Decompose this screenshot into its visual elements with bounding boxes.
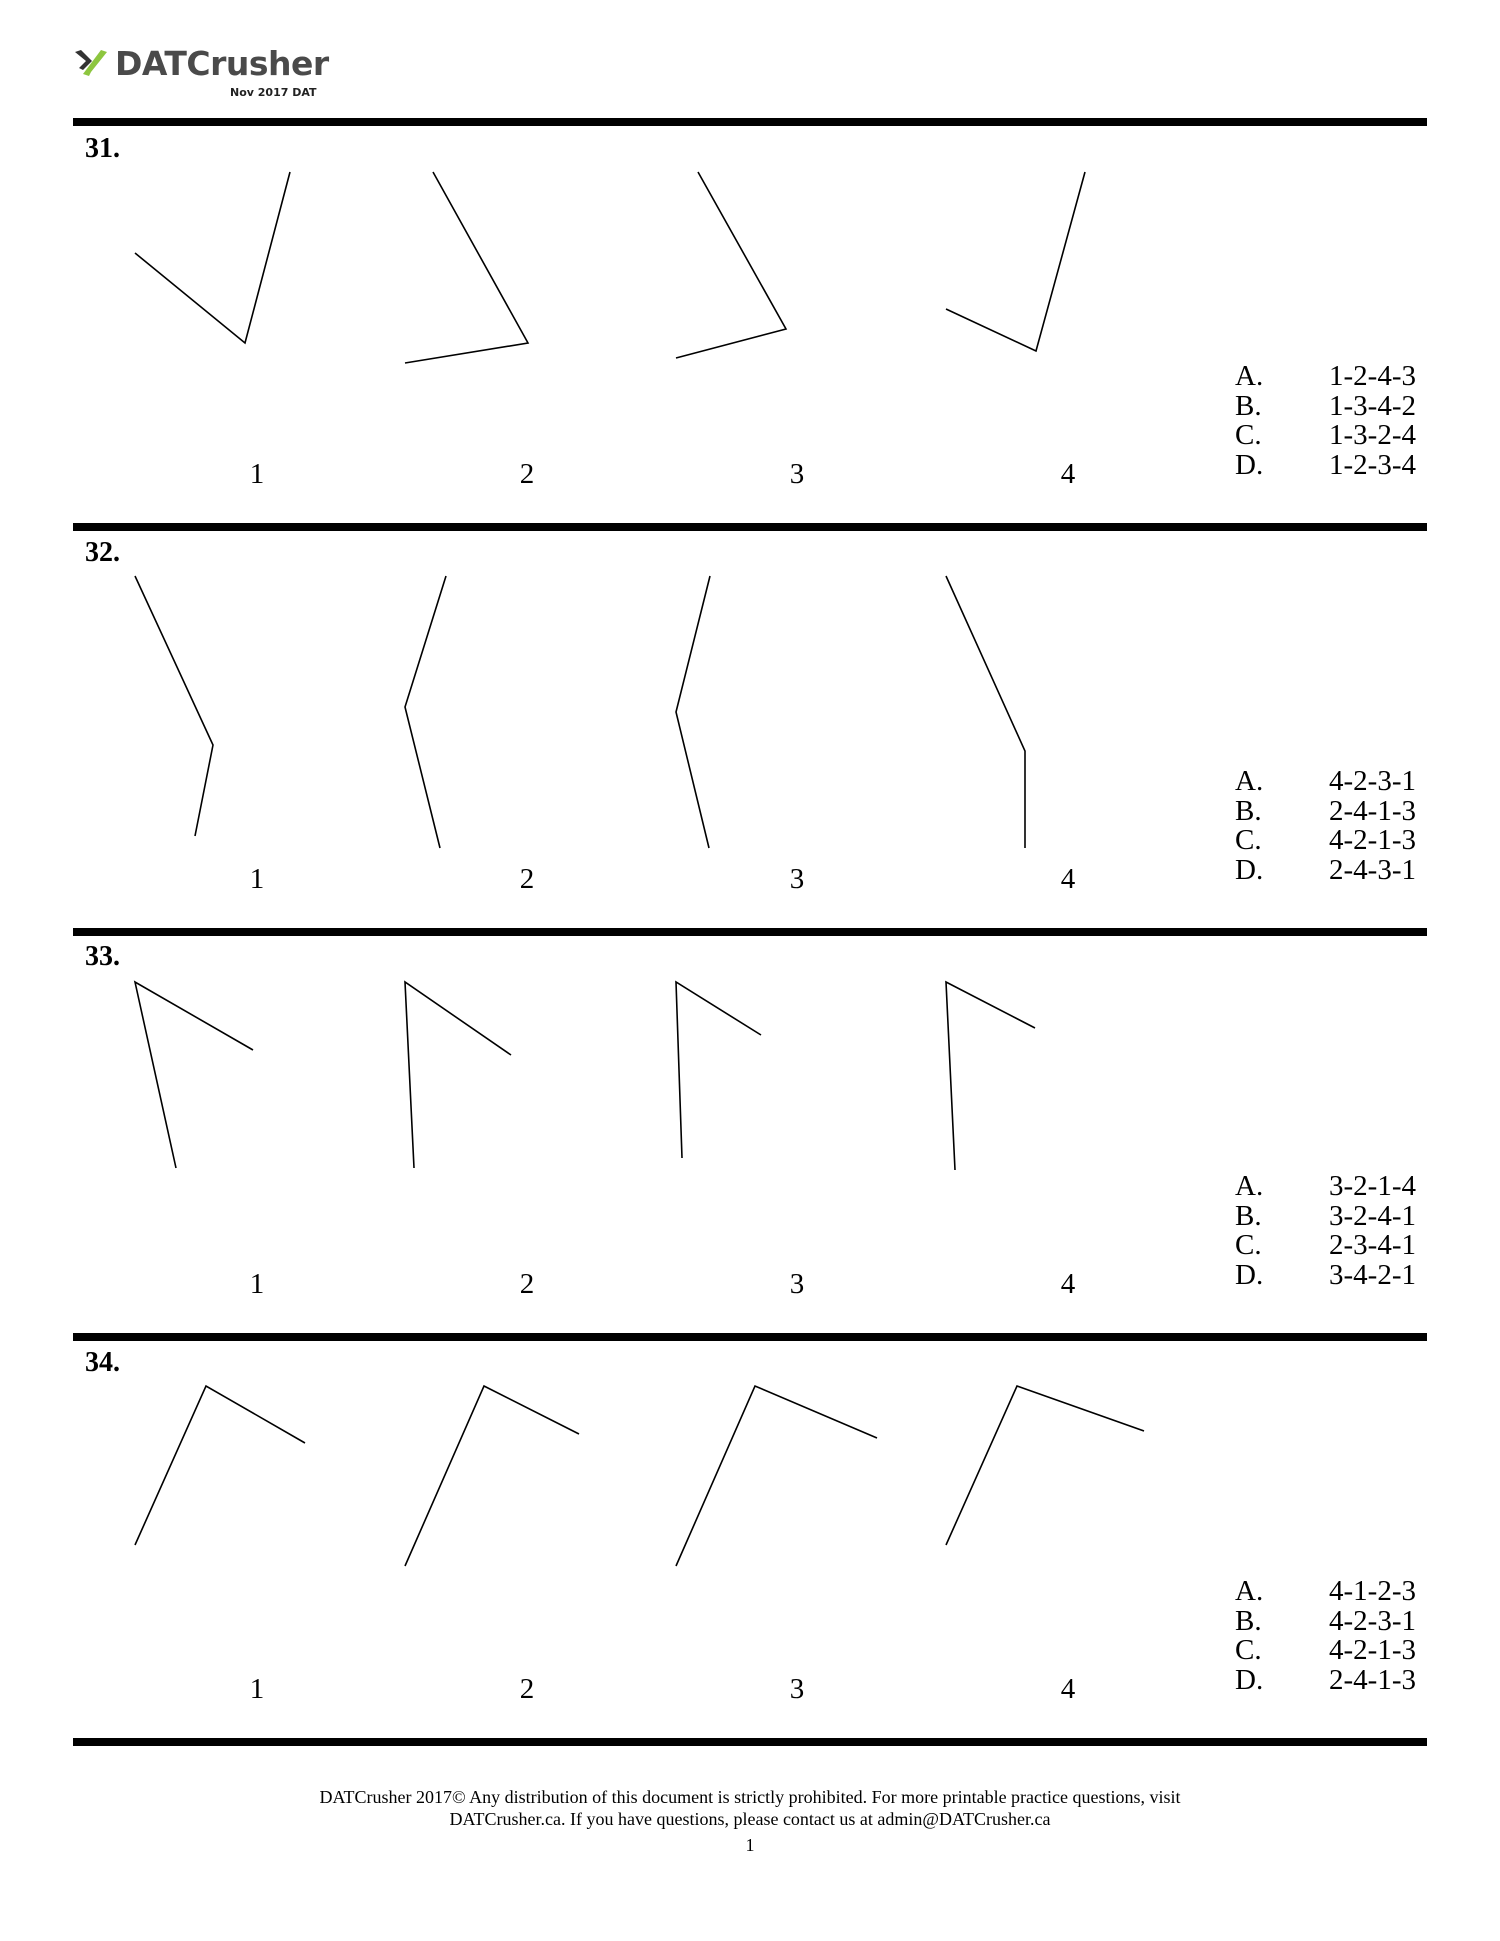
answer-option-a[interactable]: A. 4-2-3-1	[1235, 765, 1416, 797]
answer-option-b[interactable]: B. 4-2-3-1	[1235, 1604, 1416, 1637]
figure-label: 3	[789, 863, 805, 895]
answer-option-d[interactable]: D. 1-2-3-4	[1235, 448, 1416, 481]
q33-figure-4	[946, 982, 1035, 1170]
section-divider	[73, 118, 1427, 126]
footer-line-1: DATCrusher 2017© Any distribution of this document is strictly prohibited. For more printable practice questions, visit	[319, 1787, 1181, 1807]
section-divider	[73, 1738, 1427, 1746]
answer-option-a[interactable]: A. 3-2-1-4	[1235, 1170, 1416, 1202]
q32-figure-1	[135, 576, 213, 836]
figure-label: 3	[789, 458, 805, 490]
question-number: 32.	[85, 537, 120, 568]
answer-option-d[interactable]: D. 2-4-1-3	[1235, 1663, 1416, 1696]
answer-option-b[interactable]: B. 3-2-4-1	[1235, 1199, 1416, 1232]
footer-line-2: DATCrusher.ca. If you have questions, please contact us at admin@DATCrusher.ca	[449, 1809, 1051, 1829]
figure-label: 1	[249, 1673, 265, 1705]
q34-figure-3	[676, 1386, 877, 1566]
figure-label: 1	[249, 458, 265, 490]
answer-option-c[interactable]: C. 2-3-4-1	[1235, 1229, 1416, 1261]
figure-label: 4	[1060, 863, 1076, 895]
q32-figure-3	[676, 576, 710, 848]
figure-label: 3	[789, 1268, 805, 1300]
answer-option-a[interactable]: A. 1-2-4-3	[1235, 360, 1416, 392]
figure-label: 3	[789, 1673, 805, 1705]
answer-options	[1235, 362, 1435, 480]
q34-figure-1	[135, 1386, 305, 1545]
figure-label: 4	[1060, 1673, 1076, 1705]
answer-option-b[interactable]: B. 1-3-4-2	[1235, 389, 1416, 422]
answer-options	[1235, 1577, 1435, 1695]
section-divider	[73, 523, 1427, 531]
answer-option-c[interactable]: C. 4-2-1-3	[1235, 824, 1416, 856]
question-number: 31.	[85, 133, 120, 164]
figure-label: 1	[249, 863, 265, 895]
answer-option-c[interactable]: C. 4-2-1-3	[1235, 1634, 1416, 1666]
question-number: 34.	[85, 1347, 120, 1378]
q34-figure-2	[405, 1386, 579, 1566]
footer-notice	[0, 1786, 1500, 1830]
figure-label: 2	[519, 1268, 535, 1300]
q33-figure-2	[405, 982, 511, 1168]
answer-option-b[interactable]: B. 2-4-1-3	[1235, 794, 1416, 827]
section-divider	[73, 1333, 1427, 1341]
answer-options	[1235, 1172, 1435, 1290]
logo-x-icon	[75, 50, 107, 76]
figure-label: 1	[249, 1268, 265, 1300]
page-number: 1	[745, 1835, 755, 1855]
q32-figure-4	[946, 576, 1025, 848]
logo-subtitle: Nov 2017 DAT	[230, 86, 317, 99]
figure-label: 2	[519, 863, 535, 895]
q32-figure-2	[405, 576, 446, 848]
datcrusher-logo	[75, 44, 335, 106]
q31-figure-3	[676, 172, 786, 358]
figure-label: 2	[519, 458, 535, 490]
q31-figure-4	[946, 172, 1085, 351]
answer-options	[1235, 767, 1435, 885]
answer-option-d[interactable]: D. 3-4-2-1	[1235, 1258, 1416, 1291]
section-divider	[73, 928, 1427, 936]
question-number: 33.	[85, 941, 120, 972]
logo-text: DATCrusher	[115, 44, 329, 83]
answer-option-a[interactable]: A. 4-1-2-3	[1235, 1575, 1416, 1607]
figure-label: 4	[1060, 1268, 1076, 1300]
q33-figure-1	[135, 982, 253, 1168]
q31-figure-1	[135, 172, 290, 343]
answer-option-c[interactable]: C. 1-3-2-4	[1235, 419, 1416, 451]
q31-figure-2	[405, 172, 528, 363]
q34-figure-4	[946, 1386, 1144, 1545]
answer-option-d[interactable]: D. 2-4-3-1	[1235, 853, 1416, 886]
q33-figure-3	[676, 982, 761, 1158]
figure-label: 4	[1060, 458, 1076, 490]
figure-label: 2	[519, 1673, 535, 1705]
